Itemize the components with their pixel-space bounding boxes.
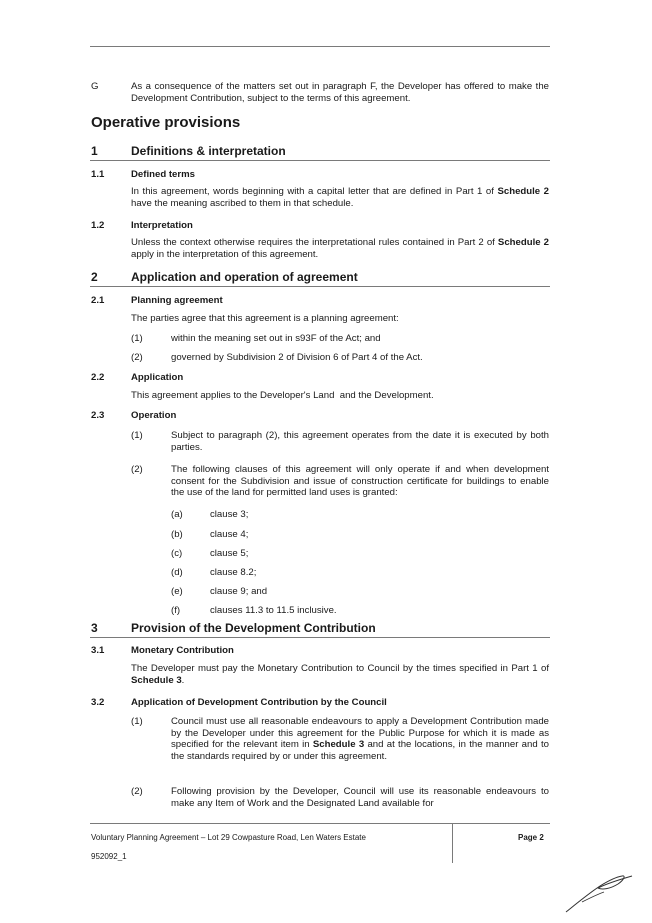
clause-1-1-text: In this agreement, words beginning with a capital letter that are defined in Part 1 of Schedule 2 have the meaning ascribed to them in that schedule. bbox=[131, 186, 549, 209]
clause-3-2-item-1-label: (1) bbox=[131, 716, 143, 727]
clause-2-3-sub-f-label: (f) bbox=[171, 605, 181, 616]
clause-2-3-item-1-text: Subject to paragraph (2), this agreement operates from the date it is executed by both parties. bbox=[171, 430, 549, 453]
clause-3-1-number: 3.1 bbox=[91, 645, 105, 656]
section-3-number: 3 bbox=[91, 621, 98, 635]
clause-2-3-sub-b-label: (b) bbox=[171, 529, 183, 540]
heading-operative-provisions: Operative provisions bbox=[91, 114, 241, 131]
clause-2-1-item-1-text: within the meaning set out in s93F of the Act; and bbox=[171, 333, 381, 344]
clause-2-1-number: 2.1 bbox=[91, 295, 105, 306]
footer-rule bbox=[90, 823, 550, 824]
clause-1-2-title: Interpretation bbox=[131, 220, 193, 231]
footer-page-number: Page 2 bbox=[518, 833, 544, 842]
section-3-title: Provision of the Development Contribution bbox=[131, 621, 376, 635]
clause-2-3-sub-d-label: (d) bbox=[171, 567, 183, 578]
clause-2-3-sub-a-text: clause 3; bbox=[210, 509, 249, 520]
clause-3-2-title: Application of Development Contribution by the Council bbox=[131, 697, 387, 708]
section-1-rule bbox=[90, 160, 550, 161]
clause-1-1-title: Defined terms bbox=[131, 169, 195, 180]
clause-2-1-item-2-label: (2) bbox=[131, 352, 143, 363]
section-1-title: Definitions & interpretation bbox=[131, 144, 286, 158]
handwritten-initials bbox=[562, 868, 642, 918]
clause-3-1-title: Monetary Contribution bbox=[131, 645, 234, 656]
section-3-rule bbox=[90, 637, 550, 638]
para-g-label: G bbox=[91, 81, 99, 92]
clause-2-3-item-2-label: (2) bbox=[131, 464, 143, 475]
para-g-text: As a consequence of the matters set out in paragraph F, the Developer has offered to make the Development Contribution, subject to the terms of this agreement. bbox=[131, 81, 549, 104]
clause-2-2-title: Application bbox=[131, 372, 184, 383]
clause-3-2-number: 3.2 bbox=[91, 697, 105, 708]
clause-2-2-number: 2.2 bbox=[91, 372, 105, 383]
clause-3-1-text: The Developer must pay the Monetary Contribution to Council by the times specified in Part 1 of Schedule 3. bbox=[131, 663, 549, 686]
clause-2-3-sub-c-text: clause 5; bbox=[210, 548, 249, 559]
clause-1-2-number: 1.2 bbox=[91, 220, 105, 231]
clause-2-1-title: Planning agreement bbox=[131, 295, 223, 306]
section-2-title: Application and operation of agreement bbox=[131, 270, 358, 284]
clause-2-3-item-2-text: The following clauses of this agreement will only operate if and when development consent for the Subdivision and issue of construction certificate for buildings to enable the use of the land for permitted land uses is granted: bbox=[171, 464, 549, 498]
footer-document-number: 952092_1 bbox=[91, 852, 127, 861]
clause-3-2-item-2-label: (2) bbox=[131, 786, 143, 797]
clause-2-3-item-1-label: (1) bbox=[131, 430, 143, 441]
clause-2-3-title: Operation bbox=[131, 410, 177, 421]
clause-2-3-sub-e-label: (e) bbox=[171, 586, 183, 597]
clause-1-2-text: Unless the context otherwise requires the interpretational rules contained in Part 2 of Schedule 2 apply in the interpretation of this agreement. bbox=[131, 237, 549, 260]
clause-2-3-sub-c-label: (c) bbox=[171, 548, 183, 559]
footer-divider bbox=[452, 823, 453, 863]
section-1-number: 1 bbox=[91, 144, 98, 158]
clause-2-2-text: This agreement applies to the Developer's Land and the Development. bbox=[131, 390, 434, 401]
clause-3-2-item-2-text: Following provision by the Developer, Council will use its reasonable endeavours to make any Item of Work and the Designated Land available for bbox=[171, 786, 549, 809]
section-2-number: 2 bbox=[91, 270, 98, 284]
clause-2-1-intro: The parties agree that this agreement is a planning agreement: bbox=[131, 313, 399, 324]
clause-2-3-sub-e-text: clause 9; and bbox=[210, 586, 268, 597]
clause-2-1-item-2-text: governed by Subdivision 2 of Division 6 of Part 4 of the Act. bbox=[171, 352, 423, 363]
clause-1-1-number: 1.1 bbox=[91, 169, 105, 180]
clause-2-3-sub-f-text: clauses 11.3 to 11.5 inclusive. bbox=[210, 605, 337, 616]
clause-2-1-item-1-label: (1) bbox=[131, 333, 143, 344]
footer-document-title: Voluntary Planning Agreement – Lot 29 Cowpasture Road, Len Waters Estate bbox=[91, 833, 366, 842]
clause-2-3-number: 2.3 bbox=[91, 410, 105, 421]
clause-2-3-sub-b-text: clause 4; bbox=[210, 529, 249, 540]
header-rule bbox=[90, 46, 550, 47]
clause-2-3-sub-a-label: (a) bbox=[171, 509, 183, 520]
clause-3-2-item-1-text: Council must use all reasonable endeavours to apply a Development Contribution made by the Developer under this agreement for the Public Purpose for which it is made as specified for the relevant item in Schedule 3 and at the locations, in the manner and to the standards required by or under this agreement. bbox=[171, 716, 549, 762]
section-2-rule bbox=[90, 286, 550, 287]
clause-2-3-sub-d-text: clause 8.2; bbox=[210, 567, 257, 578]
